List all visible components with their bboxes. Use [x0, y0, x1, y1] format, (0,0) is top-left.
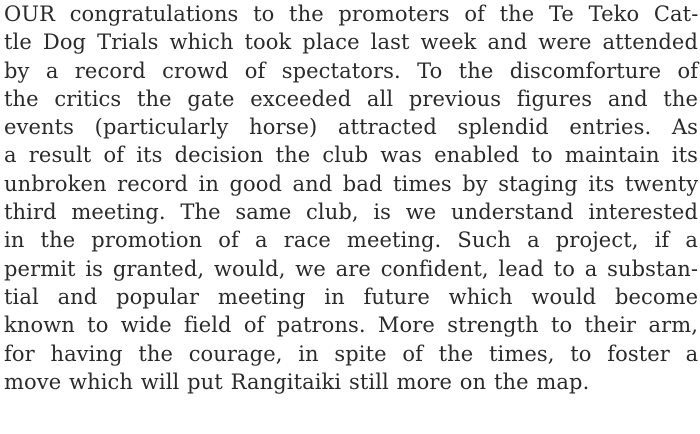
- article-line: for having the courage, in spite of the times, to foster a: [4, 341, 699, 366]
- article-text: [4, 0, 698, 396]
- article-line: in the promotion of a race meeting. Such a project, if a: [4, 228, 698, 253]
- article-line: permit is granted, would, we are confident, lead to a substan-: [4, 256, 699, 281]
- article-line: known to wide field of patrons. More strength to their arm,: [4, 313, 698, 338]
- article-line: third meeting. The same club, is we understand interested: [4, 200, 698, 225]
- article-line: tle Dog Trials which took place last week and were attended: [4, 30, 698, 55]
- article-line: a result of its decision the club was enabled to maintain its: [4, 143, 698, 168]
- article-line: by a record crowd of spectators. To the discomforture of: [4, 58, 699, 83]
- article-line: events (particularly horse) attracted splendid entries. As: [4, 115, 698, 140]
- article-line: unbroken record in good and bad times by staging its twenty: [4, 171, 699, 196]
- article-line: OUR congratulations to the promoters of the Te Teko Cat-: [4, 2, 699, 26]
- article-line: move which will put Rangitaiki still more on the map.: [4, 369, 590, 394]
- article-line: tial and popular meeting in future which would become: [4, 284, 699, 309]
- article-line: the critics the gate exceeded all previous figures and the: [4, 86, 698, 111]
